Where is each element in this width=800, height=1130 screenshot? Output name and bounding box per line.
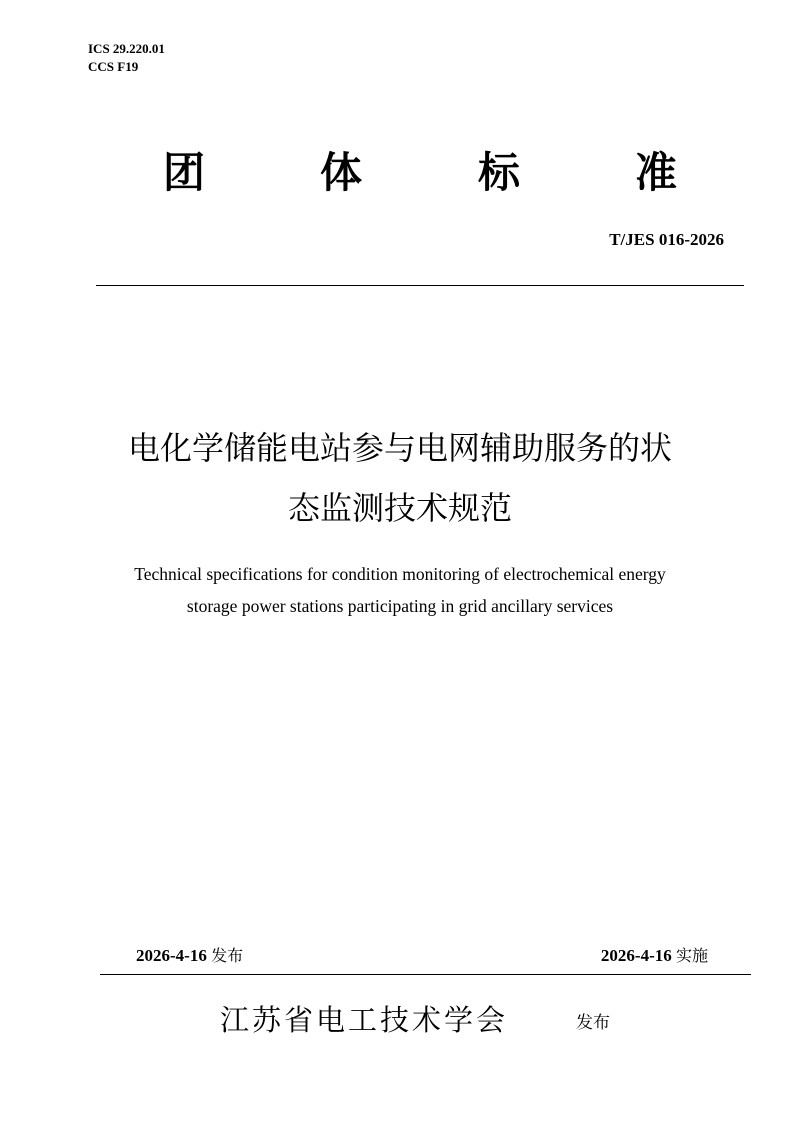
standard-type-char: 体 (320, 148, 363, 197)
classification-codes (88, 40, 165, 76)
ics-code: ICS 29.220.01 (88, 41, 165, 56)
standard-type-char: 准 (635, 148, 678, 197)
bottom-divider (100, 974, 751, 975)
issue-date (136, 945, 243, 967)
standard-type-char: 团 (163, 148, 206, 197)
chinese-title-line: 态监测技术规范 (287, 489, 512, 527)
implementation-date-label: 实施 (675, 946, 708, 965)
implementation-date-value: 2026-4-16 (600, 946, 672, 965)
publisher-label: 发布 (576, 1013, 610, 1033)
standard-number: T/JES 016-2026 (609, 230, 724, 249)
english-title-line: Technical specifications for condition monitoring of electrochemical energy (134, 564, 666, 584)
chinese-title (0, 418, 800, 538)
issue-date-value: 2026-4-16 (136, 946, 207, 965)
publisher-name: 江苏省电工技术学会 (220, 1003, 509, 1037)
ccs-code: CCS F19 (88, 59, 139, 74)
standard-type-heading (0, 148, 800, 198)
issue-date-label: 发布 (211, 946, 244, 965)
english-title (0, 558, 800, 622)
top-divider (96, 285, 744, 286)
standard-type-char: 标 (478, 148, 521, 197)
chinese-title-line: 电化学储能电站参与电网辅助服务的状 (127, 429, 672, 467)
implementation-date (601, 945, 708, 967)
english-title-line: storage power stations participating in grid ancillary services (186, 596, 614, 616)
